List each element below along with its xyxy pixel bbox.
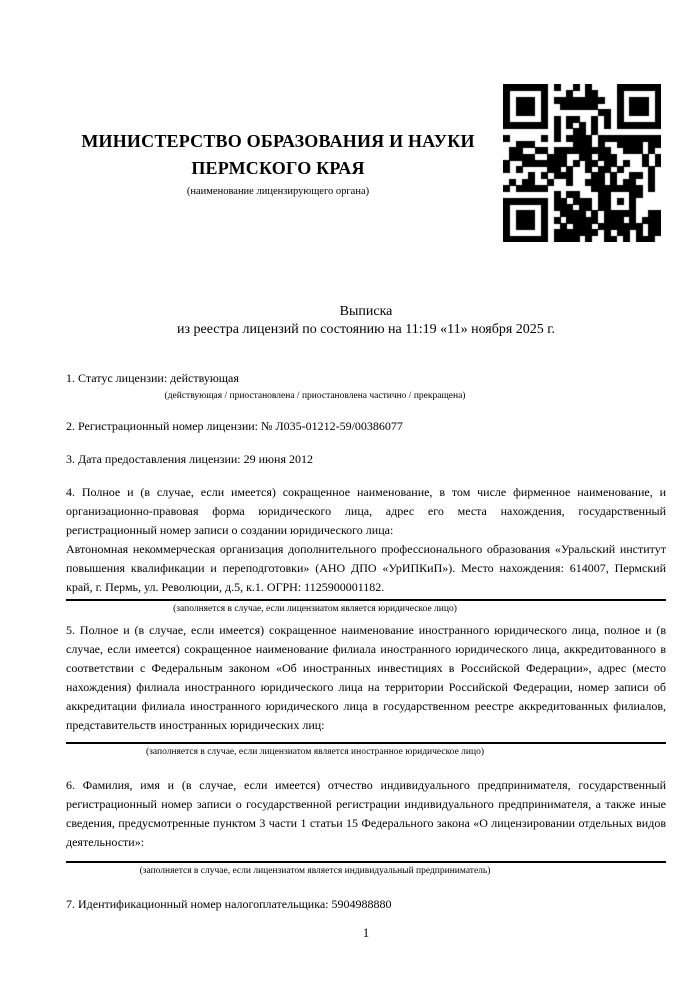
inn-text: 7. Идентификационный номер налогоплательщика: 5904988880 [66, 897, 392, 911]
field-grant-date [66, 450, 666, 469]
individual-entrepreneur-caption: (заполняется в случае, если лицензиатом является индивидуальный предприниматель) [139, 866, 491, 876]
license-status-options-caption: (действующая / приостановлена / приостановлена частично / прекращена) [164, 391, 466, 401]
foreign-entity-caption: (заполняется в случае, если лицензиатом является иностранное юридическое лицо) [146, 747, 484, 757]
ministry-name-line2: ПЕРМСКОГО КРАЯ [191, 158, 365, 178]
field-individual-entrepreneur [66, 776, 666, 878]
document-header [66, 128, 490, 198]
legal-entity-underline [66, 599, 666, 601]
individual-entrepreneur-underline [66, 861, 666, 863]
field-foreign-entity [66, 621, 666, 759]
legal-entity-value: Автономная некоммерческая организация дополнительного профессионального образования «Уральский институт повышения квалификации и переподготовки» (АНО ДПО «УрИПКиП»). Место нахождения: 614007, Пермский край, г. Пермь, ул. Революции, д.5, к.1. ОГРН: 1125900001182. [66, 542, 666, 594]
legal-entity-label: 4. Полное и (в случае, если имеется) сокращенное наименование, в том числе фирменное наименование, и организационно-правовая форма юридического лица, адрес его места нахождения, государственный регистрационный номер записи о создании юридического лица: [66, 485, 666, 537]
field-registration-number [66, 417, 666, 436]
registration-number-text: 2. Регистрационный номер лицензии: № Л035-01212-59/00386077 [66, 419, 403, 433]
foreign-entity-underline [66, 742, 666, 744]
field-legal-entity [66, 483, 666, 616]
grant-date-text: 3. Дата предоставления лицензии: 29 июня 2012 [66, 452, 313, 466]
legal-entity-caption: (заполняется в случае, если лицензиатом является юридическое лицо) [173, 604, 457, 614]
title-line1: Выписка [339, 304, 393, 319]
document-title [66, 303, 666, 339]
qr-code [503, 84, 661, 242]
licensing-authority-caption: (наименование лицензирующего органа) [186, 186, 370, 197]
field-inn [66, 895, 666, 914]
individual-entrepreneur-label: 6. Фамилия, имя и (в случае, если имеется) отчество индивидуального предпринимателя, государственный регистрационный номер записи о государственной регистрации индивидуального предпринимателя, а также иные сведения, предусмотренные пунктом 3 части 1 статьи 15 Федерального закона «О лицензировании отдельных видов деятельности»: [66, 778, 666, 849]
ministry-name-line1: МИНИСТЕРСТВО ОБРАЗОВАНИЯ И НАУКИ [81, 131, 475, 151]
license-status-text: 1. Статус лицензии: действующая [66, 371, 239, 385]
field-license-status [66, 369, 666, 403]
foreign-entity-label: 5. Полное и (в случае, если имеется) сокращенное наименование иностранного юридического лица, полное и (в случае, если имеется) сокращенное наименование филиала иностранного юридического лица, аккредитованного в соответствии с Федеральным законом «Об иностранных инвестициях в Российской Федерации», адрес (место нахождения) филиала иностранного юридического лица на территории Российской Федерации, номер записи об аккредитации филиала иностранного юридического лица в государственном реестре аккредитованных филиалов, представительств иностранных юридических лиц: [66, 623, 666, 732]
page-number: 1 [362, 926, 370, 940]
title-line2: из реестра лицензий по состоянию на 11:19 «11» ноября 2025 г. [177, 322, 555, 337]
